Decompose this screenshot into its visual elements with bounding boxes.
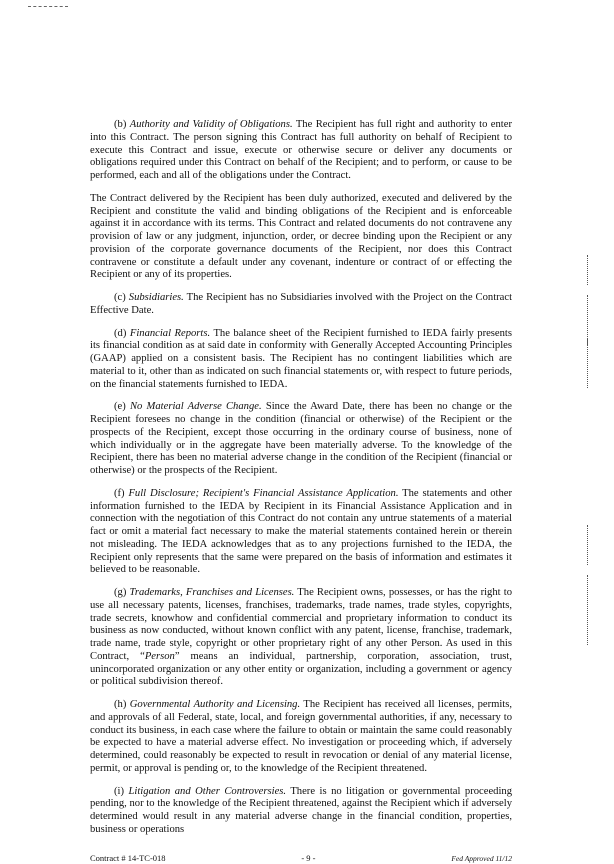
paragraph-contract-delivered: The Contract delivered by the Recipient has been duly authorized, executed and delivered by the Recipient and constitute the valid and binding obligations of the Recipient and is enforceable against it in accordance with its terms. This Contract and related documents do not contravene any provision of law or any judgment, injunction, order, or decree binding upon the Recipient or any provision of the corporate governance documents of the Recipient, nor does this Contract contravene or constitute a default under any covenant, indenture or contract of or effecting the Recipient or any of its properties. [90, 192, 512, 281]
margin-mark [587, 575, 588, 645]
footer-contract-number: Contract # 14-TC-018 [90, 852, 166, 863]
document-body [90, 119, 512, 864]
paragraph-f: (f) Full Disclosure; Recipient's Financial Assistance Application. The statements and other information furnished to the IEDA by Recipient in its Financial Assistance Application and in connection with the negotiation of this Contract do not contain any untrue statements of a material fact or omit a material fact necessary to make the material statements contained herein or therein not misleading. The IEDA acknowledges that as to any projections furnished to the IEDA, the Recipient only represents that the same were prepared on the basis of information and estimates it believed to be reasonable. [90, 487, 513, 576]
paragraph-h: (h) Governmental Authority and Licensing. The Recipient has received all licenses, permits, and approvals of all Federal, state, local, and foreign governmental authorities, if any, necessary to conduct its business, in each case where the failure to obtain or maintain the same could reasonably be expected to have a material adverse effect. No investigation or proceeding which, if adversely determined, could reasonably be expected to result in revocation or denial of any material license, permit, or approval is pending or, to the knowledge of the Recipient threatened. [90, 699, 513, 774]
paragraph-c: (c) Subsidiaries. The Recipient has no Subsidiaries involved with the Project on the Contract Effective Date. [90, 292, 513, 316]
page-footer [90, 853, 512, 864]
paragraph-i: (i) Litigation and Other Controversies. There is no litigation or governmental proceeding pending, nor to the knowledge of the Recipient threatened, against the Recipient which if adversely determined would result in any material adverse change in the financial condition, properties, business or operations [90, 785, 512, 835]
scan-mark [28, 6, 68, 7]
paragraph-b: (b) Authority and Validity of Obligations. The Recipient has full right and authority to enter into this Contract. The person signing this Contract has full authority on behalf of Recipient to execute this Contract and issue, execute or otherwise secure or deliver any documents or obligations required under this Contract on behalf of the Recipient; and to perform, or cause to be performed, each and all of the obligations under the Contract. [90, 119, 512, 181]
footer-approved: Fed Approved 11/12 [451, 853, 512, 863]
margin-mark [587, 255, 588, 285]
margin-mark [587, 525, 588, 565]
paragraph-d: (d) Financial Reports. The balance sheet of the Recipient furnished to IEDA fairly presents its financial condition as at said date in conformity with Generally Accepted Accounting Principles (GAAP) applied on a consistent basis. The Recipient has no contingent liabilities which are material to it, other than as indicated on such financial statements or, with respect to future periods, on the financial statements furnished to IEDA. [90, 327, 512, 390]
margin-mark [587, 338, 588, 388]
paragraph-e: (e) No Material Adverse Change. Since the Award Date, there has been no change or the Recipient foresees no change in the condition (financial or otherwise) of the Recipient or the prospects of the Recipient, except those occurring in the ordinary course of business, none of which individually or in the aggregate have been materially adverse. To the knowledge of the Recipient, there has been no material adverse change in the condition of the Recipient (financial or otherwise) or the prospects of the Recipient. [90, 401, 513, 476]
footer-page-number: - 9 - [301, 852, 316, 863]
paragraph-g: (g) Trademarks, Franchises and Licenses. The Recipient owns, possesses, or has the right to use all necessary patents, licenses, franchises, trademarks, trade names, trade styles, copyrights, trade secrets, knowhow and confidential commercial and proprietary information to conduct its business as now conducted, without known conflict with any patent, license, franchise, trademark, trade name, trade style, copyright or other proprietary right of any other Person. As used in this Contract, “Person” means an individual, partnership, corporation, association, trust, unincorporated organization or any other entity or organization, including a government or agency or political subdivision thereof. [90, 587, 512, 688]
